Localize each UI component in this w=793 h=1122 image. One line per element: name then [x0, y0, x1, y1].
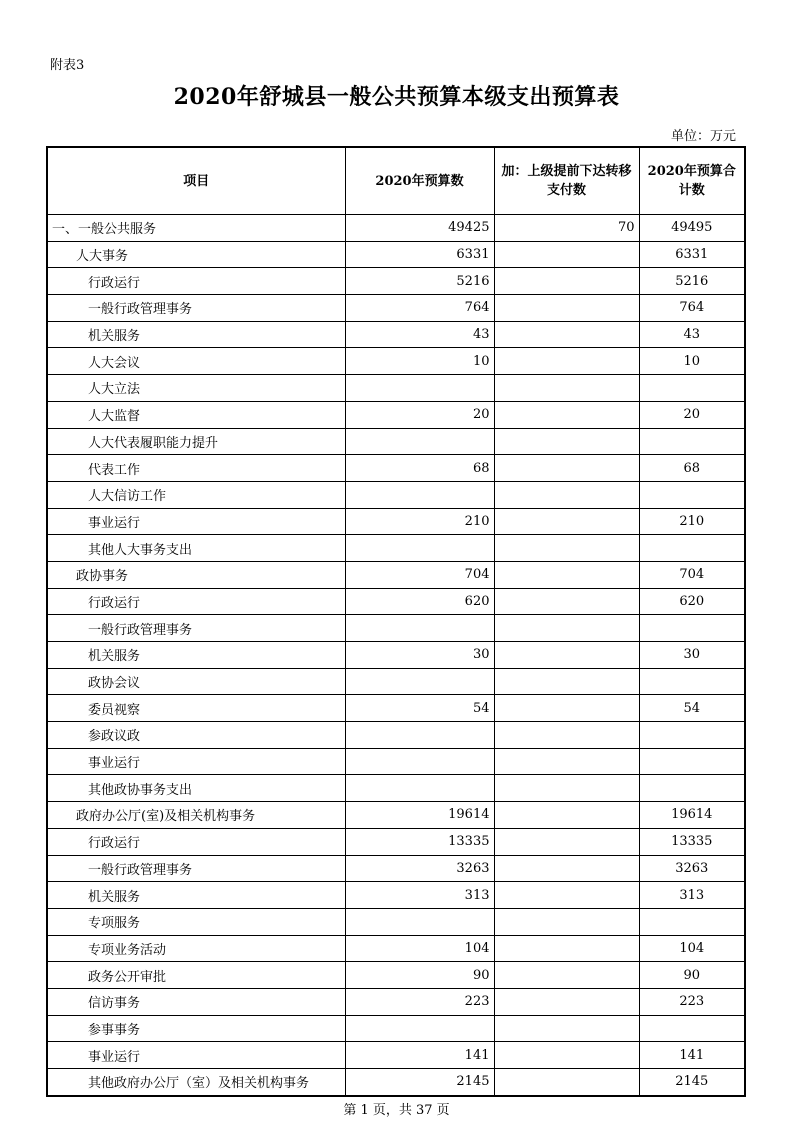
table-row [47, 802, 745, 829]
row-budget-value: 68 [345, 455, 494, 482]
row-transfer-value [494, 481, 639, 508]
table-row [47, 642, 745, 669]
row-budget-value [345, 375, 494, 402]
row-transfer-value: 70 [494, 215, 639, 242]
table-row [47, 828, 745, 855]
row-item-name: 政协事务 [47, 561, 345, 588]
row-transfer-value [494, 268, 639, 295]
table-row [47, 401, 745, 428]
row-transfer-value [494, 508, 639, 535]
row-budget-value: 313 [345, 882, 494, 909]
row-total-value: 6331 [639, 241, 745, 268]
row-budget-value: 2145 [345, 1069, 494, 1096]
page-footer: 第 1 页，共 37 页 [343, 1103, 450, 1118]
row-item-name: 信访事务 [47, 988, 345, 1015]
row-transfer-value [494, 802, 639, 829]
row-transfer-value [494, 455, 639, 482]
row-item-name: 人大会议 [47, 348, 345, 375]
row-total-value: 13335 [639, 828, 745, 855]
row-transfer-value [494, 561, 639, 588]
row-item-name: 机关服务 [47, 642, 345, 669]
row-item-name: 参政议政 [47, 722, 345, 749]
row-item-name: 参事事务 [47, 1015, 345, 1042]
row-transfer-value [494, 748, 639, 775]
row-total-value: 2145 [639, 1069, 745, 1096]
row-transfer-value [494, 241, 639, 268]
row-item-name: 政协会议 [47, 668, 345, 695]
row-item-name: 行政运行 [47, 828, 345, 855]
row-transfer-value [494, 722, 639, 749]
row-total-value: 19614 [639, 802, 745, 829]
row-budget-value: 704 [345, 561, 494, 588]
row-total-value: 30 [639, 642, 745, 669]
row-item-name: 政府办公厅(室)及相关机构事务 [47, 802, 345, 829]
row-transfer-value [494, 855, 639, 882]
row-transfer-value [494, 428, 639, 455]
table-row [47, 615, 745, 642]
row-total-value [639, 748, 745, 775]
row-transfer-value [494, 1042, 639, 1069]
table-row [47, 1015, 745, 1042]
row-total-value: 20 [639, 401, 745, 428]
row-budget-value [345, 481, 494, 508]
row-total-value [639, 1015, 745, 1042]
row-budget-value: 19614 [345, 802, 494, 829]
row-budget-value [345, 428, 494, 455]
budget-table [46, 146, 746, 1097]
row-item-name: 人大监督 [47, 401, 345, 428]
row-item-name: 人大立法 [47, 375, 345, 402]
row-total-value [639, 722, 745, 749]
row-item-name: 专项业务活动 [47, 935, 345, 962]
row-item-name: 人大代表履职能力提升 [47, 428, 345, 455]
row-budget-value: 210 [345, 508, 494, 535]
row-transfer-value [494, 348, 639, 375]
row-item-name: 事业运行 [47, 508, 345, 535]
table-row [47, 908, 745, 935]
row-budget-value [345, 1015, 494, 1042]
row-budget-value: 5216 [345, 268, 494, 295]
attachment-label: 附表3 [50, 58, 85, 73]
row-item-name: 一、一般公共服务 [47, 215, 345, 242]
row-transfer-value [494, 375, 639, 402]
table-row [47, 722, 745, 749]
table-row [47, 535, 745, 562]
table-row [47, 962, 745, 989]
table-row [47, 295, 745, 322]
row-budget-value: 43 [345, 321, 494, 348]
row-item-name: 其他人大事务支出 [47, 535, 345, 562]
header-budget: 2020年预算数 [345, 147, 494, 215]
table-row [47, 588, 745, 615]
row-item-name: 行政运行 [47, 588, 345, 615]
table-row [47, 455, 745, 482]
row-total-value: 90 [639, 962, 745, 989]
row-item-name: 机关服务 [47, 321, 345, 348]
row-transfer-value [494, 1069, 639, 1096]
row-transfer-value [494, 908, 639, 935]
row-budget-value [345, 748, 494, 775]
row-transfer-value [494, 828, 639, 855]
table-row [47, 695, 745, 722]
row-total-value: 141 [639, 1042, 745, 1069]
row-item-name: 其他政府办公厅（室）及相关机构事务 [47, 1069, 345, 1096]
header-total: 2020年预算合计数 [639, 147, 745, 215]
row-budget-value: 764 [345, 295, 494, 322]
row-total-value: 704 [639, 561, 745, 588]
unit-label: 单位：万元 [670, 129, 736, 144]
row-budget-value: 620 [345, 588, 494, 615]
row-budget-value: 223 [345, 988, 494, 1015]
row-transfer-value [494, 962, 639, 989]
row-item-name: 专项服务 [47, 908, 345, 935]
row-total-value: 313 [639, 882, 745, 909]
row-total-value [639, 481, 745, 508]
header-transfer: 加：上级提前下达转移支付数 [494, 147, 639, 215]
row-total-value: 54 [639, 695, 745, 722]
row-item-name: 事业运行 [47, 1042, 345, 1069]
row-total-value: 49495 [639, 215, 745, 242]
row-item-name: 人大事务 [47, 241, 345, 268]
row-budget-value: 54 [345, 695, 494, 722]
row-total-value: 3263 [639, 855, 745, 882]
row-total-value: 104 [639, 935, 745, 962]
table-row [47, 988, 745, 1015]
page-title: 2020年舒城县一般公共预算本级支出预算表 [173, 84, 620, 110]
row-transfer-value [494, 668, 639, 695]
row-transfer-value [494, 775, 639, 802]
row-item-name: 一般行政管理事务 [47, 295, 345, 322]
row-transfer-value [494, 1015, 639, 1042]
row-budget-value: 13335 [345, 828, 494, 855]
row-budget-value: 30 [345, 642, 494, 669]
table-row [47, 375, 745, 402]
table-row [47, 748, 745, 775]
row-item-name: 行政运行 [47, 268, 345, 295]
row-budget-value [345, 668, 494, 695]
row-item-name: 一般行政管理事务 [47, 615, 345, 642]
row-transfer-value [494, 615, 639, 642]
row-total-value [639, 375, 745, 402]
row-budget-value: 6331 [345, 241, 494, 268]
table-row [47, 935, 745, 962]
row-total-value: 5216 [639, 268, 745, 295]
row-item-name: 委员视察 [47, 695, 345, 722]
row-total-value [639, 668, 745, 695]
row-total-value: 10 [639, 348, 745, 375]
table-row [47, 882, 745, 909]
row-budget-value: 20 [345, 401, 494, 428]
row-item-name: 政务公开审批 [47, 962, 345, 989]
row-budget-value [345, 535, 494, 562]
row-total-value [639, 775, 745, 802]
row-budget-value: 90 [345, 962, 494, 989]
table-row [47, 215, 745, 242]
row-item-name: 人大信访工作 [47, 481, 345, 508]
row-item-name: 其他政协事务支出 [47, 775, 345, 802]
row-transfer-value [494, 695, 639, 722]
table-row [47, 1069, 745, 1096]
table-row [47, 428, 745, 455]
row-item-name: 事业运行 [47, 748, 345, 775]
row-budget-value: 10 [345, 348, 494, 375]
row-total-value: 764 [639, 295, 745, 322]
row-total-value: 68 [639, 455, 745, 482]
row-transfer-value [494, 588, 639, 615]
table-row [47, 775, 745, 802]
row-transfer-value [494, 295, 639, 322]
row-transfer-value [494, 401, 639, 428]
table-row [47, 321, 745, 348]
row-total-value: 223 [639, 988, 745, 1015]
row-total-value [639, 615, 745, 642]
table-row [47, 348, 745, 375]
row-budget-value: 3263 [345, 855, 494, 882]
row-total-value: 620 [639, 588, 745, 615]
table-row [47, 241, 745, 268]
table-row [47, 508, 745, 535]
row-budget-value [345, 722, 494, 749]
row-total-value: 43 [639, 321, 745, 348]
row-budget-value [345, 615, 494, 642]
row-transfer-value [494, 535, 639, 562]
row-item-name: 一般行政管理事务 [47, 855, 345, 882]
row-transfer-value [494, 935, 639, 962]
header-row [47, 147, 745, 215]
row-budget-value: 104 [345, 935, 494, 962]
header-item: 项目 [47, 147, 345, 215]
row-total-value [639, 535, 745, 562]
table-row [47, 268, 745, 295]
row-total-value [639, 428, 745, 455]
table-row [47, 855, 745, 882]
table-row [47, 668, 745, 695]
row-total-value: 210 [639, 508, 745, 535]
row-transfer-value [494, 321, 639, 348]
row-budget-value: 141 [345, 1042, 494, 1069]
row-total-value [639, 908, 745, 935]
table-row [47, 1042, 745, 1069]
row-budget-value [345, 775, 494, 802]
row-budget-value: 49425 [345, 215, 494, 242]
row-item-name: 代表工作 [47, 455, 345, 482]
row-transfer-value [494, 988, 639, 1015]
table-row [47, 561, 745, 588]
table-row [47, 481, 745, 508]
row-budget-value [345, 908, 494, 935]
row-transfer-value [494, 642, 639, 669]
row-transfer-value [494, 882, 639, 909]
row-item-name: 机关服务 [47, 882, 345, 909]
